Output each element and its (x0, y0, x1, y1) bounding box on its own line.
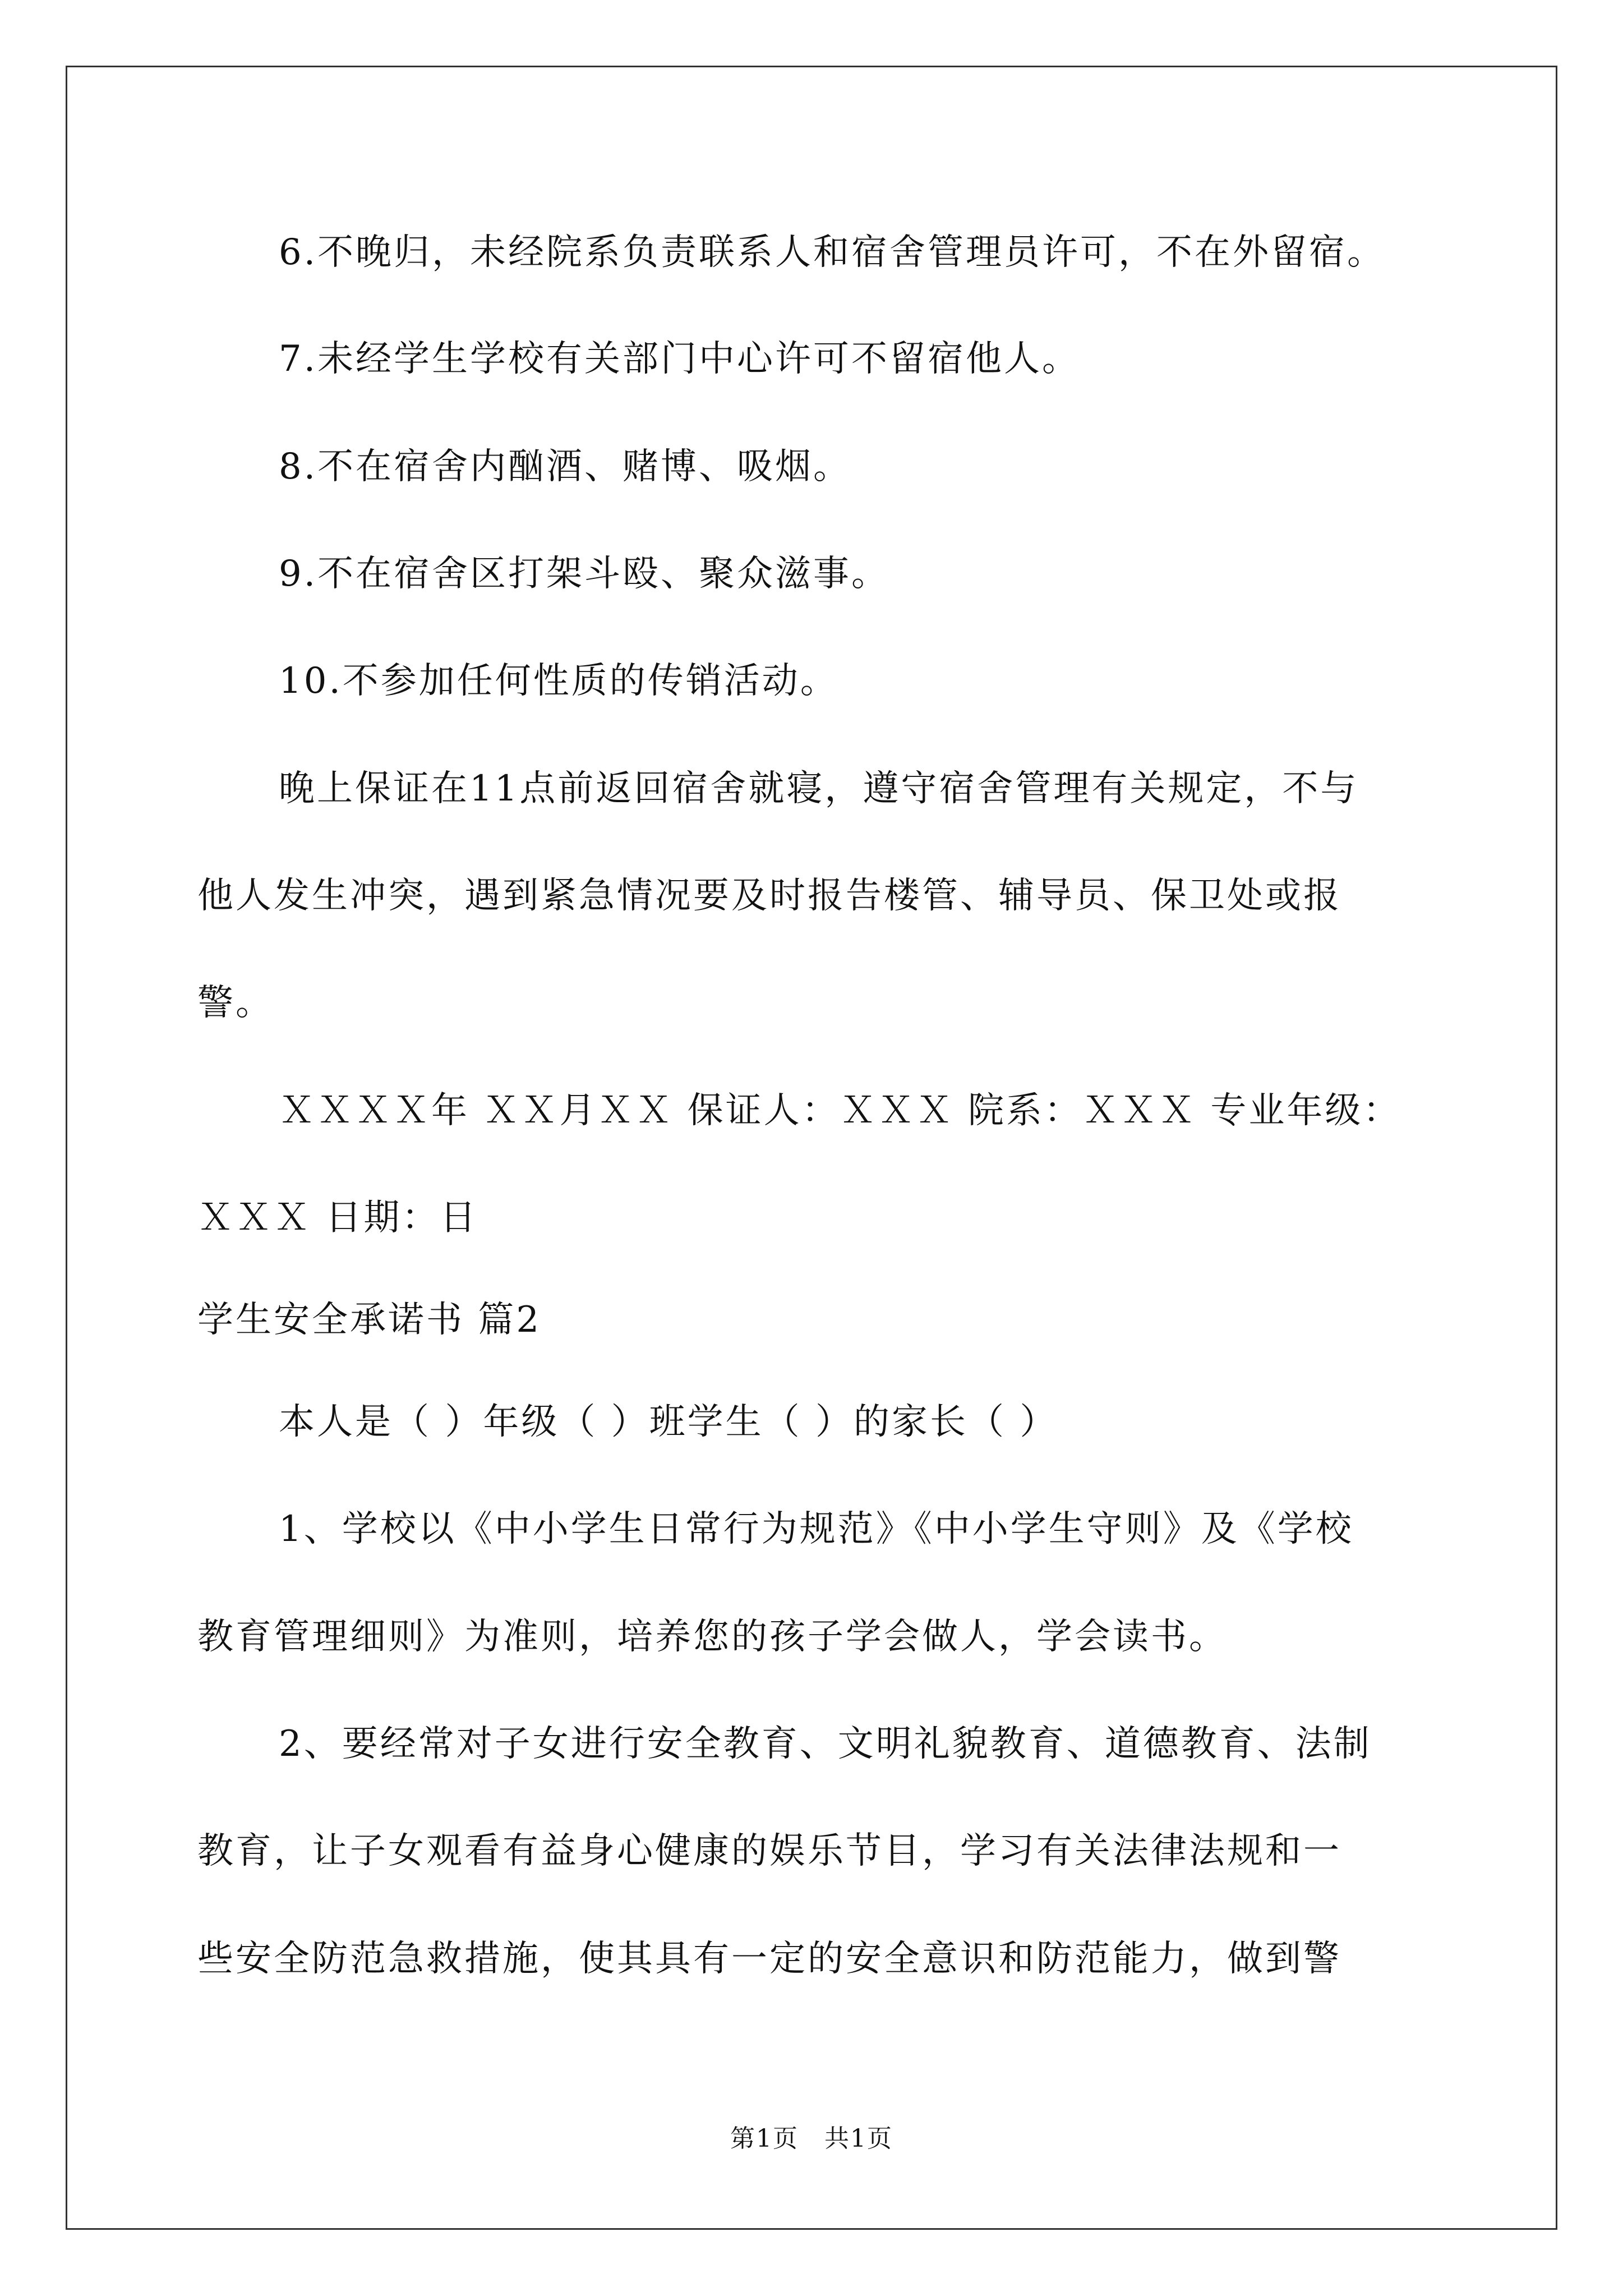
text-line: ＸＸＸ 日期：日 (197, 1197, 478, 1239)
text-line: 7.未经学生学校有关部门中心许可不留宿他人。 (279, 338, 1081, 380)
text-line: 9.不在宿舍区打架斗殴、聚众滋事。 (279, 553, 890, 595)
text-line: 些安全防范急救措施，使其具有一定的安全意识和防范能力，做到警 (197, 1938, 1341, 1980)
text-line: 教育，让子女观看有益身心健康的娱乐节目，学习有关法律法规和一 (197, 1830, 1341, 1872)
text-line: 6.不晚归，未经院系负责联系人和宿舍管理员许可，不在外留宿。 (279, 232, 1386, 273)
text-line: 教育管理细则》为准则，培养您的孩子学会做人，学会读书。 (197, 1616, 1227, 1658)
text-line: 10.不参加任何性质的传销活动。 (279, 660, 838, 702)
text-line: 本人是（ ）年级（ ）班学生（ ）的家长（ ） (279, 1401, 1058, 1443)
text-line: 2、要经常对子女进行安全教育、文明礼貌教育、道德教育、法制 (279, 1723, 1372, 1765)
text-line: 警。 (197, 982, 274, 1024)
page-border (66, 66, 1557, 2230)
text-line: ＸＸＸＸ年 ＸＸ月ＸＸ 保证人：ＸＸＸ 院系：ＸＸＸ 专业年级： (279, 1090, 1401, 1131)
text-line: 他人发生冲突，遇到紧急情况要及时报告楼管、辅导员、保卫处或报 (197, 875, 1341, 917)
text-line: 8.不在宿舍内酗酒、赌博、吸烟。 (279, 446, 852, 487)
text-line: 晚上保证在11点前返回宿舍就寝，遵守宿舍管理有关规定，不与 (279, 768, 1359, 809)
section-heading: 学生安全承诺书 篇2 (197, 1299, 542, 1341)
page-footer: 第1页 共1页 (730, 2124, 893, 2153)
text-line: 1、学校以《中小学生日常行为规范》《中小学生守则》及《学校 (279, 1508, 1354, 1550)
